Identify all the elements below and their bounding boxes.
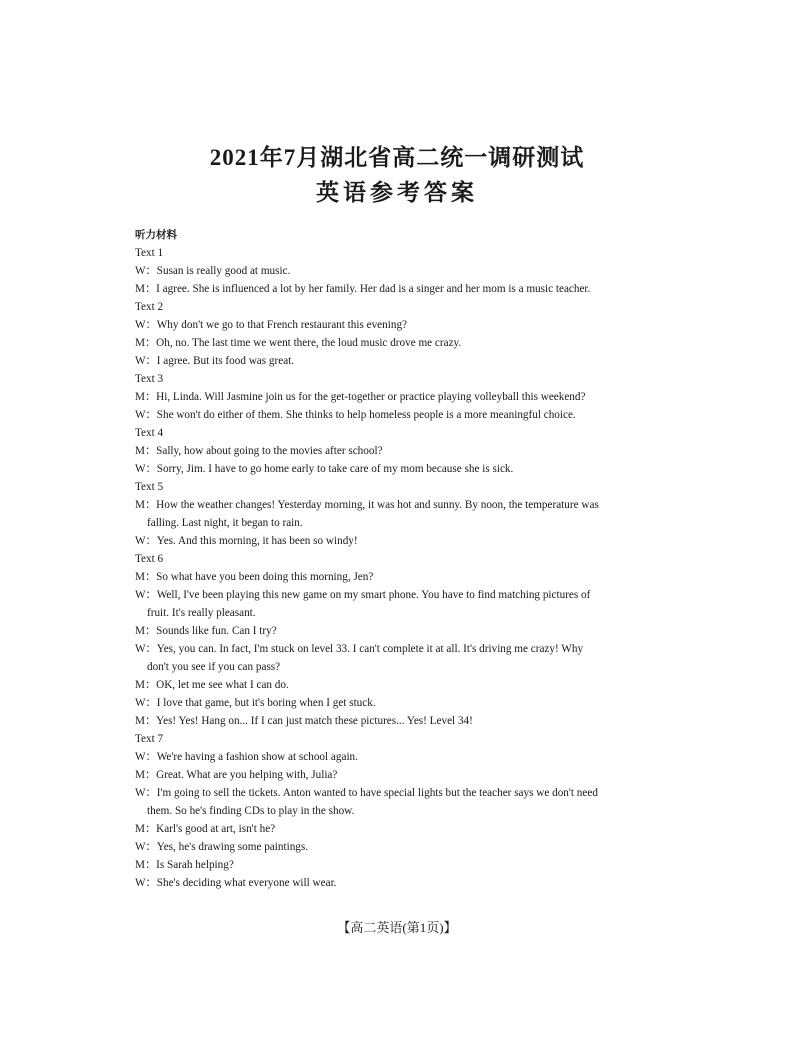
dialogue-line	[135, 406, 660, 424]
speaker-label: M：	[135, 625, 157, 637]
dialogue-continuation: don't you see if you can pass?	[147, 661, 281, 673]
dialogue-line	[135, 586, 660, 604]
speaker-label: W：	[135, 643, 157, 655]
dialogue-line	[135, 640, 660, 658]
dialogue-text: How the weather changes! Yesterday morning, it was hot and sunny. By noon, the temperature was	[156, 499, 599, 511]
speaker-label: M：	[135, 283, 157, 295]
transcript	[135, 244, 660, 892]
dialogue-text: Yes! Yes! Hang on... If I can just match these pictures... Yes! Level 34!	[156, 715, 473, 727]
text-label: Text 2	[135, 301, 164, 313]
speaker-label: W：	[135, 877, 157, 889]
speaker-label: W：	[135, 751, 157, 763]
dialogue-line	[135, 694, 660, 712]
dialogue-line	[135, 874, 660, 892]
dialogue-line	[135, 622, 660, 640]
speaker-label: W：	[135, 355, 157, 367]
dialogue-continuation: falling. Last night, it began to rain.	[147, 517, 303, 529]
speaker-label: M：	[135, 445, 157, 457]
dialogue-text: Susan is really good at music.	[156, 265, 291, 277]
document-title: 2021年7月湖北省高二统一调研测试	[209, 145, 585, 170]
speaker-label: M：	[135, 769, 157, 781]
dialogue-text: I'm going to sell the tickets. Anton wanted to have special lights but the teacher says we don't need	[156, 787, 598, 799]
dialogue-line	[135, 262, 660, 280]
dialogue-text: Yes, he's drawing some paintings.	[156, 841, 309, 853]
speaker-label: M：	[135, 571, 157, 583]
speaker-label: M：	[135, 337, 157, 349]
dialogue-text: Sorry, Jim. I have to go home early to take care of my mom because she is sick.	[156, 463, 514, 475]
speaker-label: M：	[135, 391, 157, 403]
dialogue-text: We're having a fashion show at school again.	[156, 751, 358, 763]
dialogue-text: Is Sarah helping?	[156, 859, 234, 871]
dialogue-line	[135, 460, 660, 478]
speaker-label: W：	[135, 841, 157, 853]
speaker-label: M：	[135, 715, 157, 727]
dialogue-text: Oh, no. The last time we went there, the loud music drove me crazy.	[156, 337, 462, 349]
speaker-label: W：	[135, 787, 157, 799]
speaker-label: M：	[135, 859, 157, 871]
dialogue-line	[135, 766, 660, 784]
speaker-label: W：	[135, 697, 157, 709]
dialogue-text: Why don't we go to that French restaurant this evening?	[156, 319, 407, 331]
dialogue-text: Karl's good at art, isn't he?	[156, 823, 276, 835]
listening-material	[135, 226, 660, 892]
text-label: Text 3	[135, 373, 164, 385]
dialogue-line	[135, 784, 660, 802]
dialogue-line	[135, 676, 660, 694]
speaker-label: W：	[135, 265, 157, 277]
speaker-label: M：	[135, 679, 157, 691]
speaker-label: M：	[135, 499, 157, 511]
dialogue-line	[135, 316, 660, 334]
section-heading: 听力材料	[135, 229, 177, 241]
dialogue-line	[135, 568, 660, 586]
dialogue-text: I agree. She is influenced a lot by her family. Her dad is a singer and her mom is a music teacher.	[156, 283, 591, 295]
speaker-label: W：	[135, 589, 157, 601]
text-label: Text 6	[135, 553, 164, 565]
speaker-label: W：	[135, 319, 157, 331]
dialogue-line	[135, 388, 660, 406]
dialogue-line	[135, 532, 660, 550]
dialogue-text: She won't do either of them. She thinks to help homeless people is a more meaningful choice.	[156, 409, 576, 421]
document-subtitle: 英语参考答案	[316, 180, 478, 205]
text-label: Text 1	[135, 247, 164, 259]
page-footer: 【高二英语(第1页)】	[337, 920, 457, 935]
dialogue-text: Yes, you can. In fact, I'm stuck on level 33. I can't complete it at all. It's driving me crazy! Why	[156, 643, 584, 655]
text-label: Text 4	[135, 427, 164, 439]
dialogue-text: Great. What are you helping with, Julia?	[156, 769, 338, 781]
dialogue-text: I agree. But its food was great.	[156, 355, 295, 367]
dialogue-line	[135, 748, 660, 766]
dialogue-line	[135, 856, 660, 874]
dialogue-line	[135, 334, 660, 352]
dialogue-line	[135, 496, 660, 514]
speaker-label: M：	[135, 823, 157, 835]
text-label: Text 7	[135, 733, 164, 745]
dialogue-line	[135, 352, 660, 370]
dialogue-text: Sounds like fun. Can I try?	[156, 625, 277, 637]
dialogue-line	[135, 442, 660, 460]
dialogue-text: Hi, Linda. Will Jasmine join us for the get-together or practice playing volleyball this weekend?	[156, 391, 586, 403]
speaker-label: W：	[135, 535, 157, 547]
dialogue-text: I love that game, but it's boring when I get stuck.	[156, 697, 376, 709]
dialogue-line	[135, 712, 660, 730]
dialogue-text: Yes. And this morning, it has been so windy!	[156, 535, 358, 547]
dialogue-line	[135, 820, 660, 838]
dialogue-text: She's deciding what everyone will wear.	[156, 877, 337, 889]
dialogue-text: Well, I've been playing this new game on my smart phone. You have to find matching pictures of	[156, 589, 591, 601]
dialogue-text: OK, let me see what I can do.	[156, 679, 289, 691]
dialogue-continuation: fruit. It's really pleasant.	[147, 607, 256, 619]
speaker-label: W：	[135, 409, 157, 421]
dialogue-line	[135, 280, 660, 298]
speaker-label: W：	[135, 463, 157, 475]
dialogue-line	[135, 838, 660, 856]
dialogue-text: Sally, how about going to the movies after school?	[156, 445, 383, 457]
text-label: Text 5	[135, 481, 164, 493]
dialogue-continuation: them. So he's finding CDs to play in the show.	[147, 805, 355, 817]
dialogue-text: So what have you been doing this morning, Jen?	[156, 571, 374, 583]
